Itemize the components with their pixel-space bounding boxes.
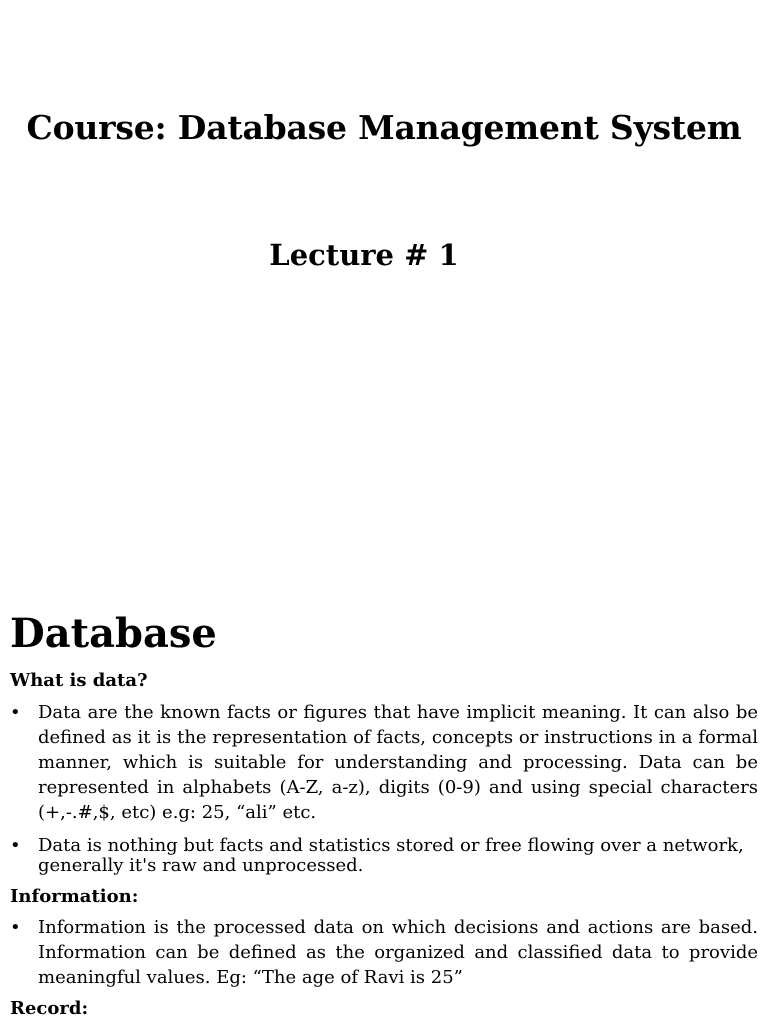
bullet-information [10, 915, 758, 990]
bullet-text: Data is nothing but facts and statistics stored or free flowing over a network, generally it's raw and unprocessed. [38, 835, 744, 876]
bullet-symbol: • [10, 917, 21, 938]
bullet-data-definition [10, 700, 758, 825]
bullet-symbol: • [10, 702, 21, 723]
bullet-data-raw [10, 836, 758, 876]
content-slide [0, 600, 768, 1024]
course-title: Course: Database Management System [26, 108, 742, 147]
bullet-text: Information is the processed data on which decisions and actions are based. Information can be defined as the organized and classified data to provide meaningful values. Eg: “The age of Ravi is 25” [38, 917, 758, 988]
bullet-text: Data are the known facts or figures that have implicit meaning. It can also be defined as it is the representation of facts, concepts or instructions in a formal manner, which is suitable for understanding and processing. Data can be represented in alphabets (A-Z, a-z), digits (0-9) and using special characters (+,-.#,$, etc) e.g: 25, “ali” etc. [38, 702, 758, 823]
lecture-number: Lecture # 1 [269, 238, 459, 272]
bullet-symbol: • [10, 835, 21, 856]
section-label-data: What is data? [10, 670, 148, 691]
section-label-information: Information: [10, 886, 139, 907]
slide-heading: Database [10, 610, 217, 657]
section-label-record: Record: [10, 998, 89, 1019]
